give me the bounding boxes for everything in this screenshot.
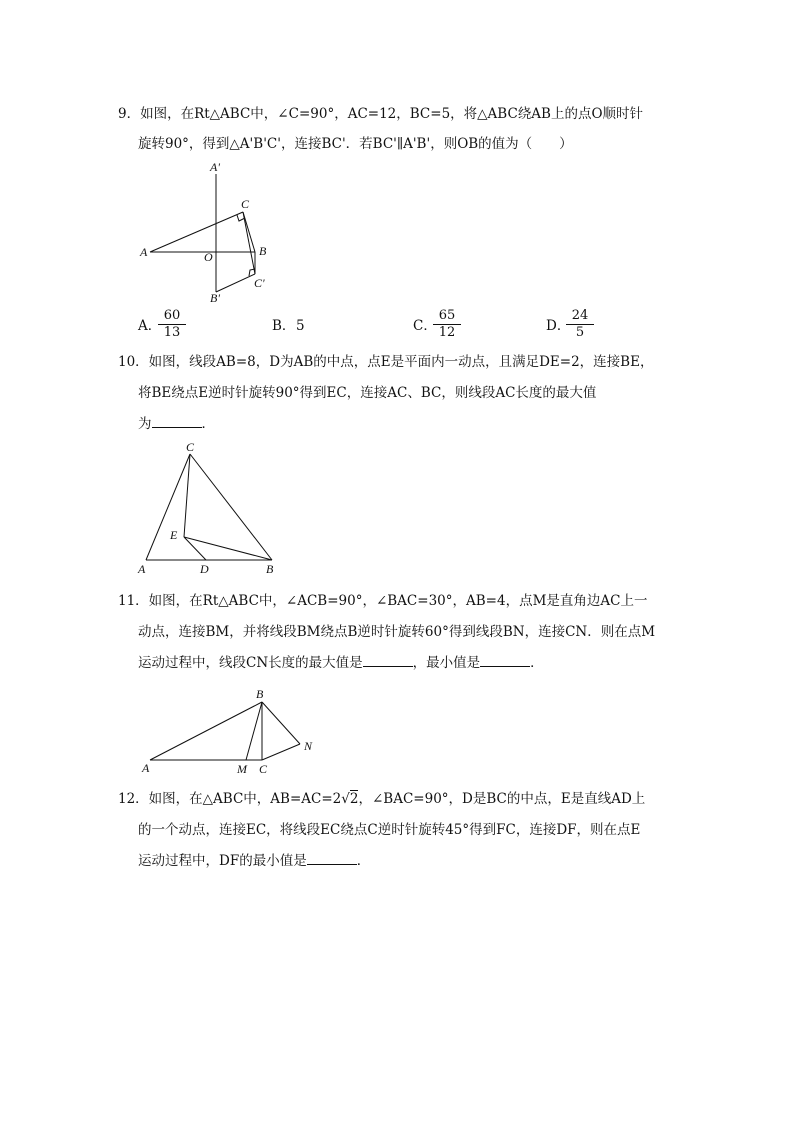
q9-choice-d-num: 24 — [566, 308, 594, 325]
q11-segment-ab — [150, 702, 262, 760]
q9-figure — [138, 160, 278, 310]
q11-answer-blank-max — [363, 654, 413, 667]
q9-choice-b-value: 5 — [296, 318, 305, 334]
q12-line3-suffix: ． — [356, 853, 371, 869]
q11-label-c: C — [259, 762, 268, 776]
q11-line3-middle: ，最小值是 — [412, 655, 481, 671]
q9-choice-a-letter: A． — [138, 318, 162, 334]
q12-sqrt-sign: √ — [341, 791, 350, 807]
q10-label-b: B — [266, 562, 274, 576]
q12-answer-blank — [307, 852, 357, 865]
q11-segment-bn — [262, 702, 300, 744]
q9-choice-d-letter: D． — [546, 318, 571, 334]
q11-label-m: M — [237, 762, 247, 776]
q12-text-line3 — [138, 852, 370, 870]
q12-line1-part-b: ，∠BAC=90°，D是BC的中点，E是直线AD上 — [358, 791, 646, 807]
q12-text-line2: 的一个动点，连接EC，将线段EC绕点C逆时针旋转45°得到FC，连接DF，则在点E — [138, 822, 641, 838]
q9-segment-b1c1 — [216, 274, 255, 292]
q9-choice-a-den: 13 — [163, 325, 181, 340]
q9-choice-a-num: 60 — [158, 308, 186, 325]
q10-text-line3 — [138, 415, 215, 433]
q12-line3-prefix: 运动过程中，DF的最小值是 — [138, 853, 307, 869]
q9-label-c1: C' — [254, 276, 265, 290]
q10-label-c: C — [186, 440, 195, 454]
q10-segment-cb — [190, 454, 272, 560]
q11-label-a: A — [142, 761, 150, 775]
q12-sqrt-radicand: 2 — [349, 791, 359, 807]
q11-line3-suffix: ． — [530, 655, 544, 671]
q11-figure — [138, 684, 328, 776]
q10-segment-eb — [184, 537, 272, 560]
q9-label-c: C — [241, 197, 250, 211]
q9-choice-b-letter: B． — [272, 318, 296, 334]
q9-choice-c-den: 12 — [438, 325, 456, 340]
q9-choice-c-fraction — [433, 308, 461, 341]
q10-answer-blank — [152, 415, 202, 428]
q10-line3-suffix: ． — [201, 416, 215, 432]
q11-label-b: B — [256, 687, 264, 701]
q11-segment-bm — [246, 702, 262, 760]
q10-label-d: D — [200, 562, 209, 576]
q12-line1-part-a: 12．如图，在△ABC中，AB=AC=2 — [118, 791, 342, 807]
q10-label-e: E — [170, 528, 178, 542]
q9-label-b1: B' — [210, 291, 220, 305]
q11-text-line2: 动点，连接BM，并将线段BM绕点B逆时针旋转60°得到线段BN，连接CN．则在点M — [138, 624, 656, 640]
q9-label-o: O — [204, 250, 213, 264]
q12-text-line1 — [118, 790, 645, 808]
q11-text-line1: 11．如图，在Rt△ABC中，∠ACB=90°，∠BAC=30°，AB=4，点M是直角边AC上一 — [118, 593, 648, 609]
q9-choice-c-letter: C． — [413, 318, 437, 334]
q9-label-a1: A' — [210, 160, 220, 174]
q10-text-line1: 10．如图，线段AB=8，D为AB的中点，点E是平面内一动点，且满足DE=2，连接BE， — [118, 354, 654, 370]
q9-choice-d-den: 5 — [575, 325, 585, 340]
q9-text-line1: 9．如图，在Rt△ABC中，∠C=90°，AC=12，BC=5，将△ABC绕AB上的点O顺时针 — [118, 106, 644, 122]
q9-choice-c-num: 65 — [433, 308, 461, 325]
q10-segment-ed — [184, 537, 206, 560]
q9-choice-a-fraction — [158, 308, 186, 341]
q9-segment-ac — [150, 212, 243, 252]
q9-label-a: A — [140, 245, 148, 259]
q10-figure — [132, 440, 282, 580]
q11-line3-prefix: 运动过程中，线段CN长度的最大值是 — [138, 655, 363, 671]
q11-text-line3 — [138, 654, 544, 672]
q11-label-n: N — [304, 739, 313, 753]
q10-text-line2: 将BE绕点E逆时针旋转90°得到EC，连接AC、BC，则线段AC长度的最大值 — [138, 385, 597, 401]
q10-line3-prefix: 为 — [138, 416, 152, 432]
q9-label-b: B — [259, 244, 267, 258]
q9-choice-d-fraction — [566, 308, 594, 341]
q9-segment-cc1 — [243, 212, 255, 274]
q10-label-a: A — [138, 562, 146, 576]
q11-segment-cn — [262, 744, 300, 760]
q10-segment-ac — [146, 454, 190, 560]
q11-answer-blank-min — [480, 654, 530, 667]
q9-text-line2: 旋转90°，得到△A'B'C'，连接BC'．若BC'∥A'B'，则OB的值为（ ） — [138, 136, 573, 152]
